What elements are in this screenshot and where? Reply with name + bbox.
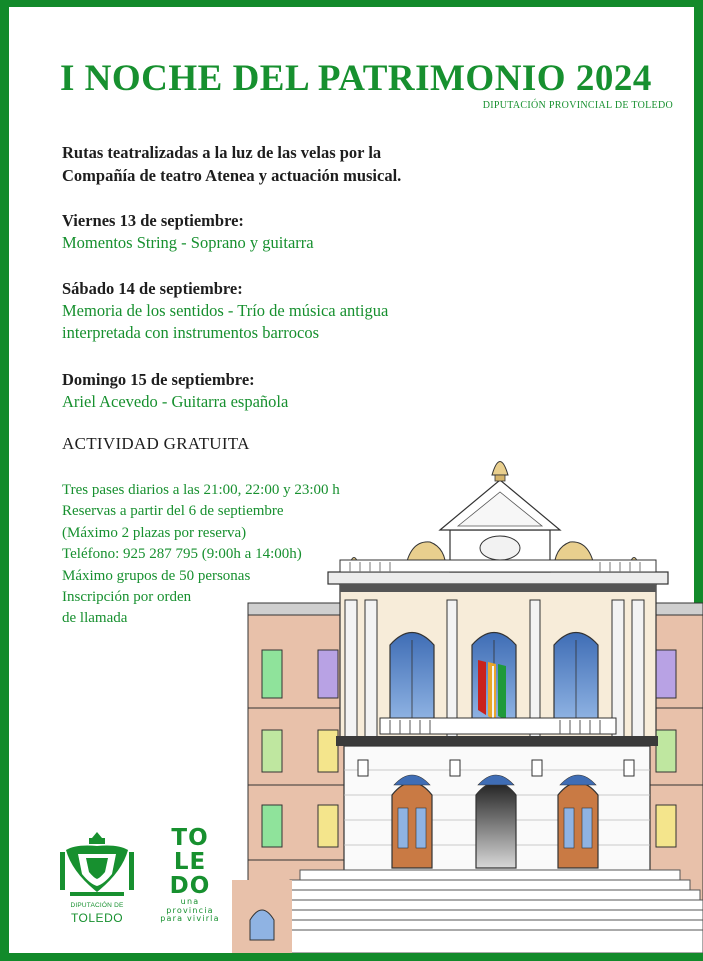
schedule-day-2 (62, 278, 532, 344)
page-subtitle: DIPUTACIÓN PROVINCIAL DE TOLEDO (482, 100, 673, 111)
page-title: I NOCHE DEL PATRIMONIO 2024 (60, 58, 652, 99)
info-line: de llamada (62, 610, 128, 627)
coat-of-arms-icon (56, 828, 138, 900)
day-activity: Ariel Acevedo - Guitarra española (62, 392, 289, 411)
day-activity: Momentos String - Soprano y guitarra (62, 233, 314, 252)
day-activity: interpretada con instrumentos barrocos (62, 323, 320, 342)
info-line: Teléfono: 925 287 795 (9:00h a 14:00h) (62, 546, 302, 563)
schedule-day-1 (62, 210, 532, 254)
toledo-logo-line-3: DO (169, 873, 211, 899)
info-line: Inscripción por orden (62, 589, 192, 606)
schedule-day-3 (62, 369, 532, 413)
corner-decoration (232, 880, 292, 953)
diputacion-caption-small: DIPUTACIÓN DE (70, 902, 124, 909)
intro-line-1: Rutas teatralizadas a la luz de las velas por la (62, 143, 382, 162)
toledo-logo (150, 826, 230, 931)
toledo-logo-tag-2: provincia (166, 905, 214, 915)
free-activity-label: ACTIVIDAD GRATUITA (62, 434, 250, 453)
info-block (62, 480, 402, 630)
info-line: (Máximo 2 plazas por reserva) (62, 524, 247, 541)
info-line: Máximo grupos de 50 personas (62, 567, 251, 584)
day-date: Sábado 14 de septiembre: (62, 279, 243, 298)
intro-text (62, 141, 522, 187)
intro-line-2: Compañía de teatro Atenea y actuación musical. (62, 166, 402, 185)
diputacion-caption-big: TOLEDO (70, 911, 124, 925)
info-line: Tres pases diarios a las 21:00, 22:00 y 23:00 h (62, 482, 340, 498)
diputacion-logo (56, 828, 138, 928)
day-date: Domingo 15 de septiembre: (62, 370, 255, 389)
day-date: Viernes 13 de septiembre: (62, 211, 244, 230)
toledo-logo-tag-1: una (180, 897, 200, 906)
toledo-logo-line-2: LE (173, 849, 207, 875)
toledo-logo-tag-3: para vivirla (160, 914, 220, 923)
day-activity: Memoria de los sentidos - Trío de música antigua (62, 301, 389, 320)
info-line: Reservas a partir del 6 de septiembre (62, 503, 284, 520)
toledo-logo-line-1: TO (171, 825, 209, 851)
